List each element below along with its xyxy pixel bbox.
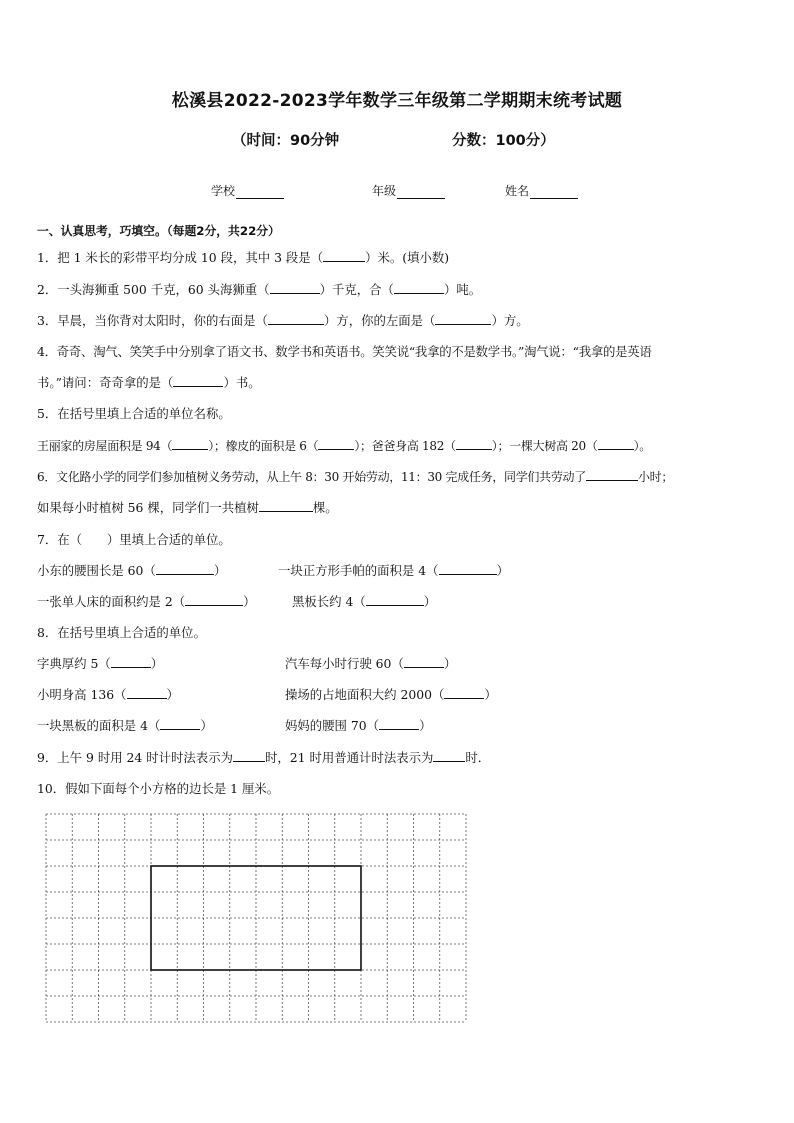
q5-blank-4[interactable] [598,438,634,450]
question-7-row-2-left [37,594,256,610]
grade-label: 年级 [372,184,397,198]
question-8-row-2-left [37,687,179,703]
q8-blank-6[interactable] [379,718,419,730]
q4-text-a: 书。”请问：奇奇拿的是（ [37,375,174,390]
q8-r2-text-d: ） [484,687,497,702]
question-7-row-1-left [37,563,226,579]
question-5-line-2 [37,438,651,454]
q8-r3-text-d: ） [419,718,432,733]
question-8-row-1-left [37,656,163,672]
q8-r3-text-b: ） [200,718,213,733]
time-limit: （时间：90分钟 [232,133,340,149]
question-7-row-2-right [292,594,436,610]
q9-text-c: 时． [465,750,491,765]
question-1 [37,250,449,266]
q7-r1-text-a: 小东的腰围长是 60（ [37,563,156,578]
q8-r3-text-c: 妈妈的腰围 70（ [285,718,380,733]
square-grid-figure [44,812,469,1024]
q8-blank-2[interactable] [404,656,444,668]
q8-blank-4[interactable] [444,687,484,699]
q2-blank-1[interactable] [270,282,320,294]
q5-text-b: ）；橡皮的面积是 6（ [208,439,319,453]
school-field[interactable] [211,182,284,199]
q8-r1-text-c: 汽车每小时行驶 60（ [285,656,404,671]
question-7-row-1-right [278,563,509,579]
q7-blank-4[interactable] [366,594,424,606]
question-8-row-2-right [285,687,497,703]
q6-text-d: 棵。 [312,500,338,515]
q8-r2-text-a: 小明身高 136（ [37,687,127,702]
question-9 [37,750,490,766]
q2-text-c: ）吨。 [443,282,482,297]
q5-text-d: ）；一棵大树高 20（ [491,439,598,453]
question-4-line-1: 4．奇奇、淘气、笑笑手中分别拿了语文书、数学书和英语书。笑笑说“我拿的不是数学书。”淘气说：“我拿的是英语 [37,344,652,359]
q7-r2-text-c: 黑板长约 4（ [292,594,366,609]
q2-blank-2[interactable] [394,282,444,294]
name-field[interactable] [505,182,578,199]
q9-blank-2[interactable] [433,750,465,762]
q8-blank-5[interactable] [160,718,200,730]
q6-text-c: 如果每小时植树 56 棵，同学们一共植树 [37,500,259,515]
total-score: 分数：100分） [452,133,555,149]
q6-text-a: 6．文化路小学的同学们参加植树义务劳动，从上午 8：30 开始劳动，11：30 完成任务，同学们共劳动了 [37,470,586,484]
grade-blank[interactable] [397,186,445,199]
q5-text-e: ）。 [633,439,651,453]
q5-blank-3[interactable] [456,438,492,450]
q8-r1-text-b: ） [150,656,164,671]
q5-text-c: ）；爸爸身高 182（ [354,439,456,453]
question-8-row-1-right [285,656,456,672]
school-label: 学校 [211,184,236,198]
q3-blank-1[interactable] [268,313,324,325]
q7-r2-text-d: ） [423,594,437,609]
question-7-line-1: 7．在（ ）里填上合适的单位。 [37,532,231,547]
school-blank[interactable] [236,186,284,199]
q1-text-b: ）米。(填小数) [365,250,450,265]
question-2 [37,282,481,298]
q8-r1-text-d: ） [443,656,457,671]
q5-blank-1[interactable] [172,438,208,450]
q8-blank-1[interactable] [111,656,151,668]
q6-blank-1[interactable] [586,469,638,481]
q7-r1-text-b: ） [213,563,227,578]
question-6-line-2 [37,500,338,516]
q1-text-a: 1．把 1 米长的彩带平均分成 10 段，其中 3 段是（ [37,250,324,265]
question-3 [37,313,529,329]
section-heading: 一、认真思考，巧填空。（每题2分，共22分） [37,224,280,238]
q4-text-b: ）书。 [223,375,261,390]
q8-r2-text-b: ） [166,687,179,702]
q6-blank-2[interactable] [259,500,313,512]
q5-blank-2[interactable] [318,438,354,450]
q7-blank-2[interactable] [439,563,497,575]
q4-blank[interactable] [173,375,223,387]
q3-blank-2[interactable] [435,313,491,325]
name-blank[interactable] [530,186,578,199]
question-5-line-1: 5．在括号里填上合适的单位名称。 [37,406,231,421]
q7-blank-3[interactable] [185,594,243,606]
q8-r1-text-a: 字典厚约 5（ [37,656,111,671]
question-8-row-3-right [285,718,431,734]
question-6-line-1 [37,469,673,485]
question-4-line-2 [37,375,261,391]
page-title: 松溪县2022-2023学年数学三年级第二学期期末统考试题 [171,91,623,111]
q8-r2-text-c: 操场的占地面积大约 2000（ [285,687,445,702]
question-8-line-1: 8．在括号里填上合适的单位。 [37,625,206,640]
grade-field[interactable] [372,182,445,199]
q3-text-a: 3．早晨，当你背对太阳时，你的右面是（ [37,313,268,328]
q7-r1-text-c: 一块正方形手帕的面积是 4（ [278,563,439,578]
q1-blank[interactable] [323,250,365,262]
name-label: 姓名 [505,184,530,198]
q7-r1-text-d: ） [496,563,509,578]
q2-text-a: 2．一头海狮重 500 千克，60 头海狮重（ [37,282,270,297]
q9-text-b: 时，21 时用普通计时法表示为 [264,750,434,765]
q6-text-b: 小时； [637,470,674,484]
q7-blank-1[interactable] [156,563,214,575]
q5-text-a: 王丽家的房屋面积是 94（ [37,439,173,453]
question-10: 10．假如下面每个小方格的边长是 1 厘米。 [37,781,280,796]
q3-text-b: ）方，你的左面是（ [323,313,436,328]
q7-r2-text-a: 一张单人床的面积约是 2（ [37,594,186,609]
q8-r3-text-a: 一块黑板的面积是 4（ [37,718,161,733]
q7-r2-text-b: ） [243,594,256,609]
q2-text-b: ）千克，合（ [319,282,394,297]
q3-text-c: ）方。 [491,313,529,328]
q8-blank-3[interactable] [127,687,167,699]
q9-blank-1[interactable] [233,750,265,762]
question-8-row-3-left [37,718,213,734]
q9-text-a: 9．上午 9 时用 24 时计时法表示为 [37,750,233,765]
